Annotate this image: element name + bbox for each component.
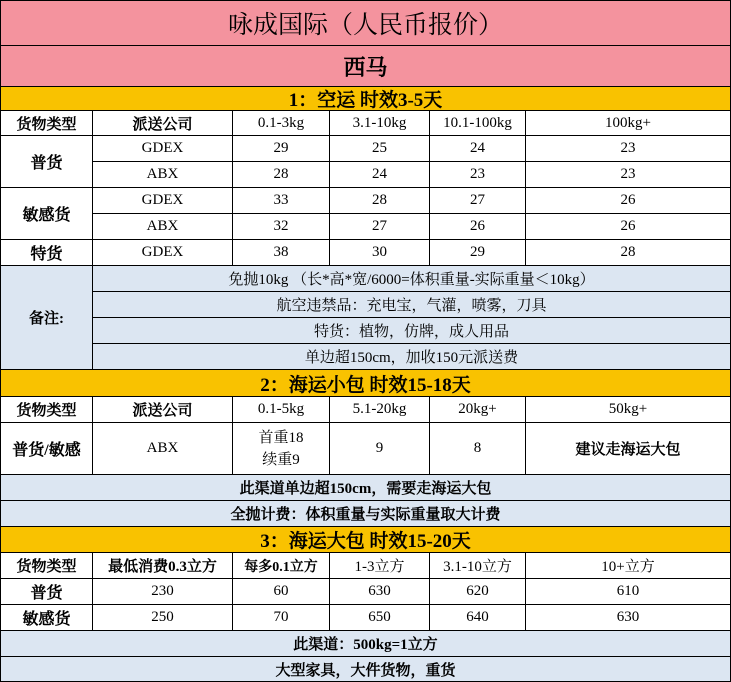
region-title: 西马: [0, 46, 731, 87]
air-header-row: [0, 111, 731, 136]
sea-small-category: 普货/敏感: [0, 423, 93, 475]
sea-small-note-row: [0, 475, 731, 501]
air-header-band-4: 100kg+: [526, 111, 731, 136]
air-company: GDEX: [93, 136, 233, 162]
air-row: [0, 136, 731, 162]
air-category-sensitive: 敏感货: [0, 188, 93, 240]
air-price: 30: [330, 240, 430, 266]
sea-small-heading-row: [0, 370, 731, 397]
air-price: 28: [233, 162, 330, 188]
sea-large-price: 650: [330, 605, 430, 631]
sea-small-header-band-1: 0.1-5kg: [233, 397, 330, 423]
air-header-band-3: 10.1-100kg: [430, 111, 526, 136]
sea-large-category: 敏感货: [0, 605, 93, 631]
air-heading: 1：空运 时效3-5天: [0, 87, 731, 111]
sea-small-header-band-3: 20kg+: [430, 397, 526, 423]
air-header-category: 货物类型: [0, 111, 93, 136]
sea-large-header-band-1: 1-3立方: [330, 553, 430, 579]
extra-weight-price: 续重9: [262, 451, 300, 468]
sea-large-header-band-2: 3.1-10立方: [430, 553, 526, 579]
sea-large-note-row: [0, 631, 731, 657]
air-notes-label: 备注:: [0, 266, 93, 370]
air-price: 32: [233, 214, 330, 240]
air-row: [0, 214, 731, 240]
sea-large-price: 610: [526, 579, 731, 605]
region-row: [0, 46, 731, 87]
sea-small-header-company: 派送公司: [93, 397, 233, 423]
air-row: [0, 188, 731, 214]
air-header-band-1: 0.1-3kg: [233, 111, 330, 136]
sea-large-price: 70: [233, 605, 330, 631]
sea-small-row: [0, 423, 731, 475]
air-header-band-2: 3.1-10kg: [330, 111, 430, 136]
sea-large-price: 630: [526, 605, 731, 631]
air-price: 29: [233, 136, 330, 162]
sea-small-company: ABX: [93, 423, 233, 475]
air-price: 27: [430, 188, 526, 214]
sea-large-price: 230: [93, 579, 233, 605]
air-price: 23: [430, 162, 526, 188]
air-price: 27: [330, 214, 430, 240]
sea-small-header-band-4: 50kg+: [526, 397, 731, 423]
air-price: 38: [233, 240, 330, 266]
sea-large-price: 640: [430, 605, 526, 631]
sea-small-header-row: [0, 397, 731, 423]
sea-large-row: [0, 605, 731, 631]
sea-large-row: [0, 579, 731, 605]
air-price: 23: [526, 136, 731, 162]
page-title: 咏成国际（人民币报价）: [0, 0, 731, 46]
sea-small-price: 8: [430, 423, 526, 475]
sea-small-note: 此渠道单边超150cm，需要走海运大包: [0, 475, 731, 501]
sea-small-heading: 2：海运小包 时效15-18天: [0, 370, 731, 397]
air-row: [0, 240, 731, 266]
sea-large-header-min: 最低消费0.3立方: [93, 553, 233, 579]
air-price: 26: [526, 214, 731, 240]
air-price: 24: [430, 136, 526, 162]
air-company: ABX: [93, 162, 233, 188]
sea-small-note: 全抛计费：体积重量与实际重量取大计费: [0, 501, 731, 527]
air-note: 免抛10kg （长*高*宽/6000=体积重量-实际重量＜10kg）: [93, 266, 731, 292]
air-price: 26: [526, 188, 731, 214]
sea-large-note: 大型家具，大件货物，重货: [0, 657, 731, 682]
air-note: 单边超150cm，加收150元派送费: [93, 344, 731, 370]
sea-small-note-row: [0, 501, 731, 527]
sea-small-price: 9: [330, 423, 430, 475]
sea-large-note-row: [0, 657, 731, 682]
air-category-special: 特货: [0, 240, 93, 266]
air-category-general: 普货: [0, 136, 93, 188]
sea-large-category: 普货: [0, 579, 93, 605]
air-price: 24: [330, 162, 430, 188]
sea-large-price: 60: [233, 579, 330, 605]
air-heading-row: [0, 87, 731, 111]
air-price: 26: [430, 214, 526, 240]
sea-large-header-band-3: 10+立方: [526, 553, 731, 579]
air-row: [0, 162, 731, 188]
air-note: 航空违禁品：充电宝，气灌，喷雾，刀具: [93, 292, 731, 318]
sea-large-price: 630: [330, 579, 430, 605]
air-price: 28: [330, 188, 430, 214]
sea-large-header-extra: 每多0.1立方: [233, 553, 330, 579]
air-price: 23: [526, 162, 731, 188]
sea-large-header-row: [0, 553, 731, 579]
sea-large-note: 此渠道：500kg=1立方: [0, 631, 731, 657]
sea-small-header-band-2: 5.1-20kg: [330, 397, 430, 423]
air-price: 25: [330, 136, 430, 162]
sea-large-header-category: 货物类型: [0, 553, 93, 579]
air-price: 29: [430, 240, 526, 266]
air-price: 28: [526, 240, 731, 266]
sea-large-price: 250: [93, 605, 233, 631]
air-note: 特货：植物，仿牌，成人用品: [93, 318, 731, 344]
sea-small-suggestion: 建议走海运大包: [526, 423, 731, 475]
title-row: [0, 0, 731, 46]
sea-large-heading: 3：海运大包 时效15-20天: [0, 527, 731, 553]
air-company: ABX: [93, 214, 233, 240]
air-header-company: 派送公司: [93, 111, 233, 136]
air-company: GDEX: [93, 240, 233, 266]
air-price: 33: [233, 188, 330, 214]
air-company: GDEX: [93, 188, 233, 214]
sea-small-header-category: 货物类型: [0, 397, 93, 423]
sea-large-heading-row: [0, 527, 731, 553]
sea-small-first-band: [233, 423, 330, 475]
sea-large-price: 620: [430, 579, 526, 605]
first-weight-price: 首重18: [258, 429, 304, 446]
